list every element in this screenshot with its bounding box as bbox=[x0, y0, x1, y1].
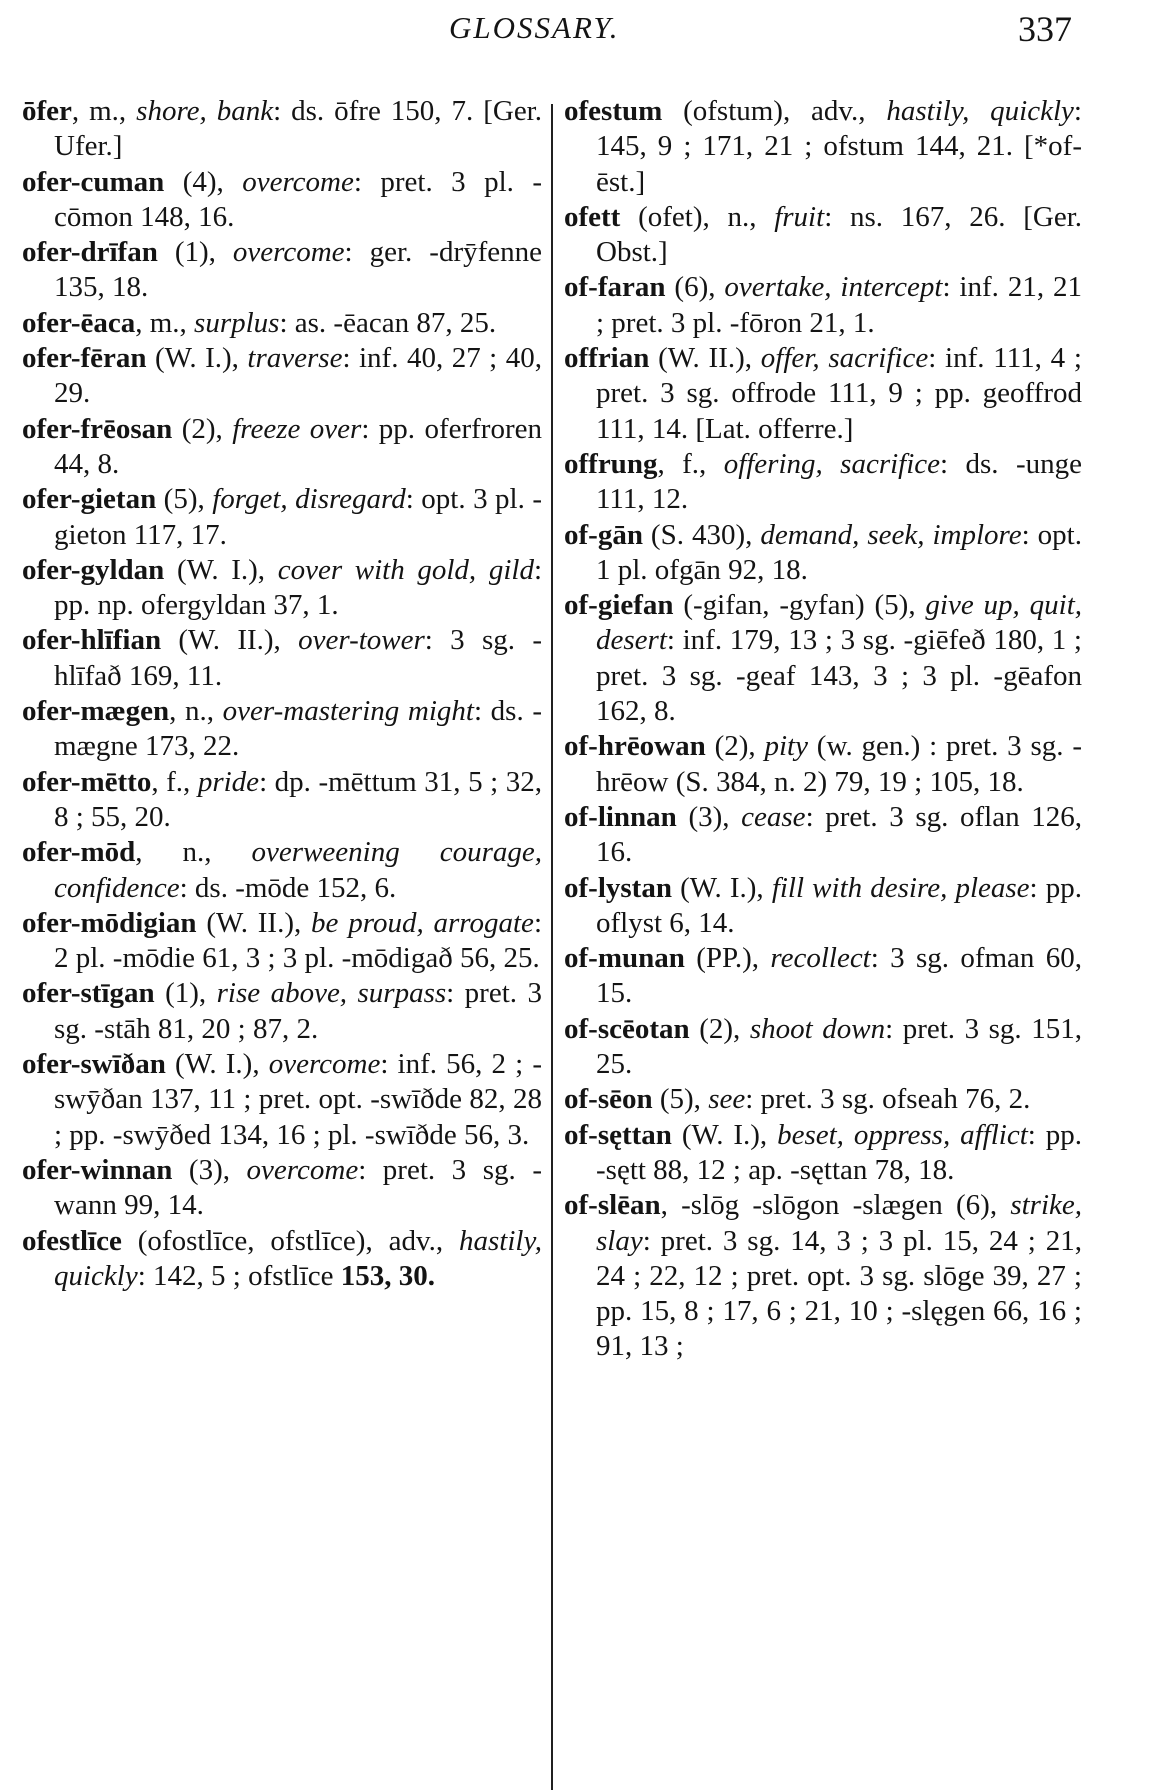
glossary-entry bbox=[564, 941, 1090, 1012]
entry-text: : ns. 167, 26. [Ger. Obst.] bbox=[596, 200, 1090, 269]
entry-text: : pret. 3 sg. oflan 126, 16. bbox=[596, 800, 1090, 869]
entry-text: : ds. ōfre 150, 7. [Ger. Ufer.] bbox=[54, 95, 550, 163]
entry-headword: of-hrēowan bbox=[564, 730, 706, 763]
entry-text: (5), bbox=[652, 1083, 709, 1116]
entry-definition: cover with gold, gild bbox=[277, 553, 534, 586]
entry-headword: ofett bbox=[564, 200, 621, 233]
entry-text: : opt. 1 pl. ofgān 92, 18. bbox=[596, 518, 1090, 586]
entry-definition: hastily, quickly bbox=[54, 1224, 542, 1292]
entry-headword: of-scēotan bbox=[564, 1012, 690, 1045]
entry-definition: overweening courage, confidence bbox=[54, 836, 543, 904]
entry-text: : as. -ēacan 87, 25. bbox=[279, 306, 497, 339]
entry-definition: cease bbox=[741, 800, 806, 833]
glossary-entry bbox=[22, 94, 550, 165]
entry-headword: of-slēan bbox=[564, 1189, 661, 1222]
glossary-entry bbox=[564, 1082, 1082, 1117]
entry-text: : dp. -mēttum 31, 5 ; 32, 8 ; 55, 20. bbox=[54, 765, 550, 833]
entry-text: , f., bbox=[657, 447, 724, 480]
glossary-entry bbox=[564, 518, 1090, 589]
entry-text: (3), bbox=[172, 1153, 247, 1186]
entry-text: : pp. np. ofergyldan 37, 1. bbox=[54, 553, 550, 622]
entry-text: (3), bbox=[676, 800, 742, 833]
entry-text: : ds. -mægne 173, 22. bbox=[54, 695, 542, 763]
entry-text: , m., bbox=[135, 306, 195, 339]
entry-headword: ofer-mōd bbox=[22, 836, 136, 869]
entry-text: (ofostlīce, ofstlīce), adv., bbox=[121, 1224, 460, 1257]
entry-definition: rise above, surpass bbox=[216, 977, 447, 1010]
entry-headword: ofer-cuman bbox=[22, 165, 165, 198]
entry-text: (w. gen.) : pret. 3 sg. -hrēow (S. 384, n. 2) 79, 19 ; 105, 18. bbox=[596, 730, 1082, 798]
glossary-entry bbox=[22, 412, 550, 483]
entry-headword: of-faran bbox=[564, 271, 666, 304]
entry-text: , n., bbox=[135, 836, 252, 869]
entry-headword: of-linnan bbox=[564, 800, 677, 833]
glossary-entry bbox=[564, 1118, 1090, 1189]
entry-definition: traverse bbox=[247, 342, 343, 375]
running-title: GLOSSARY. bbox=[449, 10, 620, 45]
entry-text: , n., bbox=[169, 695, 223, 728]
entry-definition: fruit bbox=[774, 200, 825, 233]
entry-text: : inf. 111, 4 ; pret. 3 sg. offrode 111, 9 ; pp. geoffrod 111, 14. [Lat. offerre.] bbox=[596, 342, 1090, 445]
glossary-entry bbox=[564, 588, 1090, 729]
entry-text: (W. I.), bbox=[146, 342, 248, 375]
entry-text: (1), bbox=[157, 236, 233, 269]
entry-text: (W. I.), bbox=[671, 871, 772, 904]
entry-text: (S. 430), bbox=[642, 518, 761, 551]
entry-text: (ofstum), adv., bbox=[662, 95, 887, 127]
entry-text: : pp. -sętt 88, 12 ; ap. -sęttan 78, 18. bbox=[596, 1118, 1090, 1186]
entry-text: : ds. -mōde 152, 6. bbox=[179, 871, 397, 904]
entry-definition: forget, disregard bbox=[212, 483, 406, 516]
glossary-entry bbox=[22, 1153, 542, 1224]
entry-headword: ofer-frēosan bbox=[22, 412, 173, 445]
entry-text: : pret. 3 sg. -stāh 81, 20 ; 87, 2. bbox=[54, 977, 550, 1045]
entry-definition: see bbox=[708, 1083, 746, 1116]
entry-text: (W. I.), bbox=[165, 1048, 269, 1081]
entry-headword: ofer-gietan bbox=[22, 483, 157, 516]
entry-text: : 2 pl. -mōdie 61, 3 ; 3 pl. -mōdigað 56, 25. bbox=[54, 906, 550, 975]
entry-text: , m., bbox=[71, 95, 137, 127]
entry-headword: ofer-mētto bbox=[22, 765, 152, 798]
entry-headword: ofer-mōdigian bbox=[22, 906, 197, 939]
entry-headword: ofer-winnan bbox=[22, 1153, 173, 1186]
column-divider bbox=[551, 104, 553, 1790]
entry-text: (2), bbox=[689, 1012, 750, 1045]
entry-definition: shoot down bbox=[749, 1012, 886, 1045]
entry-text: : pret. 3 sg. 14, 3 ; 3 pl. 15, 24 ; 21, 24 ; 22, 12 ; pret. opt. 3 sg. slōge 39, 27 ; pp. 15, 8 ; 17, 6 ; 21, 10 ; -slęgen 66, 16 ; 91, 13 ; bbox=[596, 1224, 1090, 1363]
entry-headword: ofer-drīfan bbox=[22, 236, 158, 269]
entry-text: : pret. 3 pl. -cōmon 148, 16. bbox=[54, 165, 542, 233]
entry-definition: pity bbox=[764, 730, 808, 763]
entry-headword: offrian bbox=[564, 342, 650, 375]
entry-definition: pride bbox=[197, 765, 260, 798]
entry-text: : pp. oflyst 6, 14. bbox=[596, 871, 1090, 939]
glossary-entry bbox=[22, 235, 550, 306]
entry-text: (2), bbox=[705, 730, 765, 763]
entry-definition: strike, slay bbox=[596, 1189, 1082, 1257]
glossary-entry bbox=[564, 447, 1090, 518]
entry-headword: of-lystan bbox=[564, 871, 672, 904]
entry-headword: of-giefan bbox=[564, 589, 674, 622]
entry-definition: beset, oppress, afflict bbox=[777, 1118, 1028, 1151]
glossary-entry bbox=[22, 306, 542, 341]
glossary-entry bbox=[564, 270, 1090, 341]
glossary-entry bbox=[22, 906, 550, 977]
entry-text: , -slōg -slōgon -slægen (6), bbox=[660, 1189, 1011, 1222]
glossary-entry bbox=[22, 482, 542, 553]
entry-text: : ger. -drȳfenne 135, 18. bbox=[54, 236, 550, 304]
entry-text: : opt. 3 pl. -gieton 117, 17. bbox=[54, 483, 542, 551]
entry-definition: overcome bbox=[246, 1153, 359, 1186]
entry-definition: over-tower bbox=[298, 624, 425, 657]
glossary-entry bbox=[22, 765, 550, 836]
entry-text: : 145, 9 ; 171, 21 ; ofstum 144, 21. [*of-ēst.] bbox=[596, 95, 1090, 198]
entry-text: (ofet), n., bbox=[620, 200, 775, 233]
entry-definition: over-mastering might bbox=[222, 695, 474, 728]
entry-text: : ds. -unge 111, 12. bbox=[596, 447, 1090, 516]
entry-definition: give up, quit, desert bbox=[596, 589, 1082, 657]
glossary-entry bbox=[22, 1047, 550, 1153]
glossary-entry bbox=[564, 800, 1090, 871]
entry-text: : pret. 3 sg. 151, 25. bbox=[596, 1012, 1090, 1081]
entry-text: (-gifan, -gyfan) (5), bbox=[673, 589, 926, 622]
entry-headword: of-gān bbox=[564, 518, 643, 551]
entry-headword: ofer-mægen bbox=[22, 695, 170, 728]
entry-text: (5), bbox=[156, 483, 213, 516]
entry-text: (W. I.), bbox=[164, 553, 278, 586]
entry-definition: hastily, quickly bbox=[886, 95, 1074, 127]
entry-definition: surplus bbox=[194, 306, 280, 339]
entry-text: (1), bbox=[154, 977, 217, 1010]
page-number: 337 bbox=[1018, 9, 1072, 49]
entry-definition: overcome bbox=[242, 165, 354, 198]
entry-text: : pp. oferfroren 44, 8. bbox=[54, 412, 550, 480]
entry-headword: ofer-swīðan bbox=[22, 1048, 166, 1081]
entry-headword: of-sēon bbox=[564, 1083, 653, 1116]
entry-text: : 3 sg. -hlīfað 169, 11. bbox=[54, 624, 543, 692]
entry-definition: overcome bbox=[268, 1048, 381, 1081]
glossary-entry bbox=[564, 729, 1082, 800]
entry-text: : 142, 5 ; ofstlīce bbox=[137, 1259, 341, 1292]
entry-text: : 3 sg. ofman 60, 15. bbox=[596, 942, 1090, 1010]
entry-definition: be proud, arrogate bbox=[311, 906, 534, 939]
glossary-entry bbox=[22, 623, 542, 694]
entry-headword: ofestlīce bbox=[22, 1224, 122, 1257]
entry-headword: ofestum bbox=[564, 95, 663, 127]
entry-headword: offrung bbox=[564, 447, 658, 480]
entry-headword: ofer-stīgan bbox=[22, 977, 155, 1010]
entry-definition: overcome bbox=[232, 236, 345, 269]
entry-definition: offering, sacrifice bbox=[723, 447, 941, 480]
entry-definition: offer, sacrifice bbox=[760, 342, 929, 375]
entry-bold-ref: 153, 30. bbox=[340, 1259, 435, 1292]
entry-definition: overtake, intercept bbox=[724, 271, 943, 304]
entry-text: (6), bbox=[665, 271, 725, 304]
entry-text: : pret. 3 sg. ofseah 76, 2. bbox=[745, 1083, 1031, 1116]
entry-definition: demand, seek, implore bbox=[760, 518, 1022, 551]
entry-text: : inf. 56, 2 ; -swȳðan 137, 11 ; pret. opt. -swīðde 82, 28 ; pp. -swȳðed 134, 16 ; pl. -swīðde 56, 3. bbox=[54, 1048, 550, 1151]
entry-definition: freeze over bbox=[232, 412, 362, 445]
glossary-entry bbox=[564, 200, 1090, 271]
glossary-entry bbox=[22, 1224, 542, 1295]
glossary-entry bbox=[564, 94, 1090, 200]
glossary-entry bbox=[22, 553, 550, 624]
entry-text: (4), bbox=[164, 165, 243, 198]
glossary-entry bbox=[22, 835, 542, 906]
glossary-column-right bbox=[564, 94, 1090, 1365]
entry-headword: of-munan bbox=[564, 942, 685, 975]
entry-text: (W. II.), bbox=[649, 342, 761, 375]
entry-headword: ofer-ēaca bbox=[22, 306, 136, 339]
entry-headword: ofer-gyldan bbox=[22, 553, 165, 586]
entry-text: : inf. 40, 27 ; 40, 29. bbox=[54, 342, 550, 410]
entry-text: : pret. 3 sg. -wann 99, 14. bbox=[54, 1153, 542, 1222]
entry-text: (2), bbox=[172, 412, 233, 445]
glossary-column-left bbox=[22, 94, 550, 1294]
entry-text: , f., bbox=[151, 765, 198, 798]
glossary-entry bbox=[564, 871, 1090, 942]
entry-headword: ofer-fēran bbox=[22, 342, 147, 375]
glossary-entry bbox=[564, 1188, 1090, 1364]
glossary-entry bbox=[22, 165, 542, 236]
glossary-entry bbox=[564, 341, 1090, 447]
entry-text: (PP.), bbox=[684, 942, 771, 975]
glossary-entry bbox=[22, 694, 542, 765]
entry-text: (W. II.), bbox=[196, 906, 312, 939]
entry-text: (W. I.), bbox=[671, 1118, 778, 1151]
glossary-entry bbox=[22, 341, 550, 412]
entry-text: : inf. 21, 21 ; pret. 3 pl. -fōron 21, 1. bbox=[596, 271, 1090, 339]
running-head bbox=[0, 6, 1158, 62]
entry-definition: recollect bbox=[770, 942, 871, 975]
entry-definition: fill with desire, please bbox=[771, 871, 1030, 904]
glossary-entry bbox=[22, 976, 550, 1047]
entry-text: : inf. 179, 13 ; 3 sg. -giēfeð 180, 1 ; pret. 3 sg. -geaf 143, 3 ; 3 pl. -gēafon 162, 8. bbox=[596, 624, 1090, 728]
glossary-entry bbox=[564, 1012, 1090, 1083]
entry-headword: ofer-hlīfian bbox=[22, 624, 162, 657]
entry-text: (W. II.), bbox=[161, 624, 299, 657]
entry-definition: shore, bank bbox=[136, 95, 274, 127]
entry-headword: ōfer bbox=[22, 95, 72, 127]
entry-headword: of-sęttan bbox=[564, 1118, 672, 1151]
